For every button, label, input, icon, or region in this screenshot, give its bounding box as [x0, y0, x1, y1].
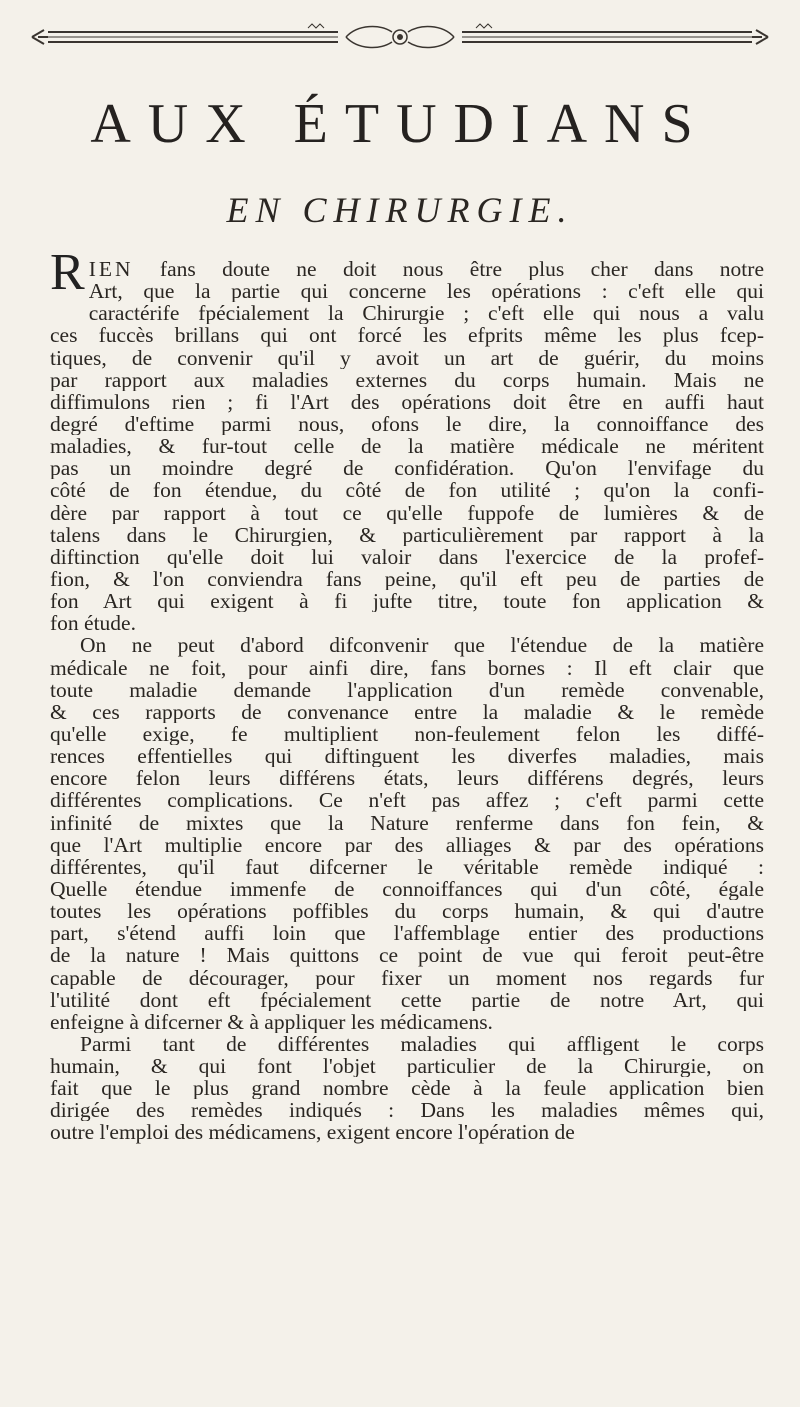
text-line: fon Art qui exigent à fi jufte titre, toute fon application & [50, 590, 764, 613]
text-line: toutes les opérations poffibles du corps humain, & qui d'autre [50, 900, 764, 923]
text-line: part, s'étend auffi loin que l'affemblage entier des productions [50, 922, 764, 945]
text-line: & ces rapports de convenance entre la maladie & le remède [50, 700, 764, 723]
text-line: humain, & qui font l'objet particulier de la Chirurgie, on [50, 1055, 764, 1078]
text-line: différentes complications. Ce n'eft pas affez ; c'eft parmi cette [50, 789, 764, 812]
text-line: de la nature ! Mais quittons ce point de vue qui feroit peut-être [50, 944, 764, 967]
text-line: qu'elle exige, fe multiplient non-feulement felon les diffé- [50, 722, 764, 746]
text-line: Parmi tant de différentes maladies qui affligent le corps [80, 1032, 764, 1056]
text-line: pas un moindre degré de confidération. Qu'on l'envifage du [50, 457, 764, 480]
paragraph-2 [50, 634, 764, 1033]
text-line: talens dans le Chirurgien, & particulièrement par rapport à la [50, 523, 764, 546]
text-line: encore felon leurs différens états, leurs différens degrés, leurs [50, 767, 764, 790]
text-line: Quelle étendue immenfe de connoiffances qui d'un côté, égale [50, 877, 764, 901]
text-line: que l'Art multiplie encore par des alliages & par des opérations [50, 833, 764, 856]
text-line: degré d'eftime parmi nous, ofons le dire, la connoiffance des [50, 412, 764, 436]
text-line: outre l'emploi des médicamens, exigent encore l'opération de [50, 1121, 575, 1144]
text-line: diftinction qu'elle doit lui valoir dans l'exercice de la profef- [50, 545, 764, 568]
text-line: fait que le plus grand nombre cède à la feule application bien [50, 1077, 764, 1100]
text-line: différentes, qu'il faut difcerner le véritable remède indiqué : [50, 855, 764, 878]
text-line: enfeigne à difcerner & à appliquer les médicamens. [50, 1010, 493, 1033]
text-line: On ne peut d'abord difconvenir que l'étendue de la matière [80, 634, 764, 657]
text-line: rences effentielles qui diftinguent les diverfes maladies, mais [50, 745, 764, 768]
drop-cap: R [50, 244, 85, 301]
page-subtitle: EN CHIRURGIE. [226, 190, 574, 230]
text-line: toute maladie demande l'application d'un remède convenable, [50, 678, 764, 701]
text-line: par rapport aux maladies externes du corps humain. Mais ne [50, 368, 764, 391]
text-line: capable de décourager, pour fixer un moment nos regards fur [50, 966, 764, 989]
headpiece-ornament [28, 18, 772, 58]
first-word: IEN [88, 258, 134, 281]
paragraph-1 [50, 244, 764, 635]
text-line: infinité de mixtes que la Nature renferme dans fon fein, & [50, 811, 764, 834]
text-line: maladies, & fur-tout celle de la matière médicale ne méritent [50, 435, 764, 458]
text-line: diffimulons rien ; fi l'Art des opérations doit être en auffi haut [50, 390, 764, 413]
text-line: tiques, de convenir qu'il y avoit un art de guérir, du moins [50, 346, 764, 369]
text-line: médicale ne foit, pour ainfi dire, fans bornes : Il eft clair que [50, 656, 764, 679]
body-text [50, 244, 764, 1144]
text-line: IEN fans doute ne doit nous être plus cher dans notre [88, 258, 764, 281]
text-line: côté de fon étendue, du côté de fon utilité ; qu'on la confi- [50, 479, 764, 502]
text-line: ces fuccès brillans qui ont forcé les efprits même les plus fcep- [50, 324, 764, 347]
text-line: fon étude. [50, 612, 136, 635]
text-line: fion, & l'on conviendra fans peine, qu'il eft peu de parties de [50, 567, 764, 591]
text-line: Art, que la partie qui concerne les opérations : c'eft elle qui [88, 280, 764, 303]
text-line: dère par rapport à tout ce qu'elle fuppofe de lumières & de [50, 501, 764, 524]
text-line: dirigée des remèdes indiqués : Dans les maladies mêmes qui, [50, 1099, 764, 1122]
page-title: AUX ÉTUDIANS [90, 93, 710, 155]
text-line: l'utilité dont eft fpécialement cette partie de notre Art, qui [50, 988, 764, 1011]
text-line: caractérife fpécialement la Chirurgie ; c'eft elle qui nous a valu [88, 302, 764, 325]
paragraph-3 [50, 1033, 764, 1144]
